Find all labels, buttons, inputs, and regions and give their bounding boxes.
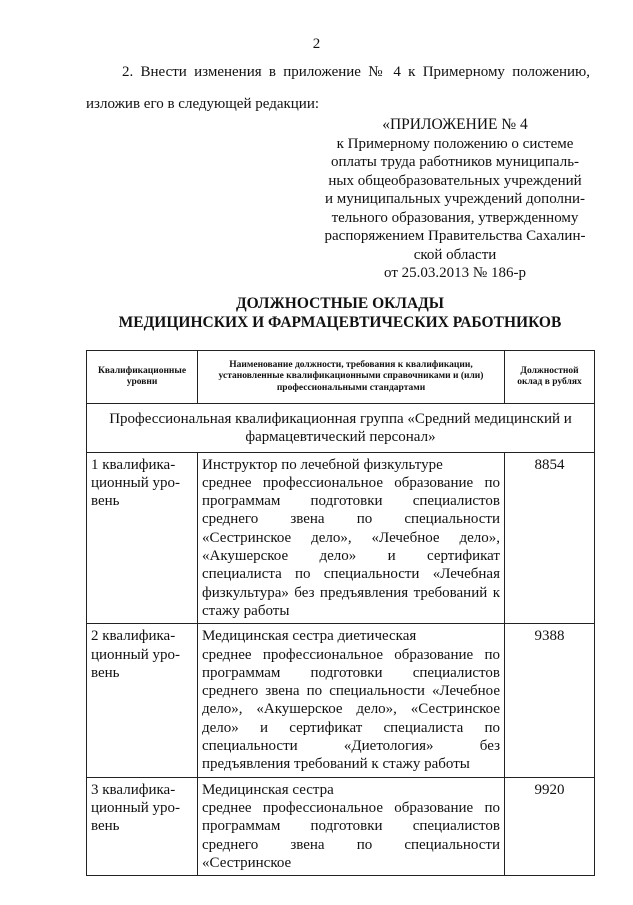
level-cell [87, 452, 198, 624]
header-position: Наименование должности, требования к квалификации, установленные квалификационными справочниками и (или) профессиональными стандартами [198, 351, 505, 404]
header-level: Квалификационные уровни [87, 351, 198, 404]
salary-table [86, 350, 595, 876]
position-requirements: среднее профессиональное образование по программам подготовки специалистов среднего звена по специальности «Лечебное дело», «Акушерское дело», «Сестринское дело» и сертификат специалиста по специальности «Диетология» без предъявления требований к стажу работы [202, 646, 500, 773]
level-line: ционный уро- [91, 646, 180, 663]
appendix-line: ской области [413, 246, 497, 263]
appendix-line: и муниципальных учреждений дополни- [324, 191, 586, 207]
appendix-line: от 25.03.2013 № 186-р [384, 265, 526, 281]
table-row [87, 452, 595, 624]
group-title: Профессиональная квалификационная группа «Средний медицинский и фармацевтический персонал» [87, 404, 595, 453]
salary-cell: 9388 [505, 624, 595, 777]
appendix-line: к Примерному положению о системе [336, 135, 574, 152]
table-row [87, 624, 595, 777]
title-line-1: ДОЛЖНОСТНЫЕ ОКЛАДЫ [235, 295, 445, 312]
level-line: вень [91, 818, 120, 835]
position-requirements: среднее профессиональное образование по программам подготовки специалистов среднего звена по специальности «Сестринское [202, 799, 500, 871]
document-title [86, 294, 594, 332]
appendix-block [318, 116, 592, 283]
group-row [87, 404, 595, 453]
table-row [87, 777, 595, 875]
level-cell [87, 777, 198, 875]
salary-cell: 9920 [505, 777, 595, 875]
appendix-line: оплаты труда работников муниципаль- [330, 154, 580, 170]
level-line: 1 квалифика- [91, 456, 176, 473]
table-header-row [87, 351, 595, 404]
salary-cell: 8854 [505, 452, 595, 624]
position-cell [198, 452, 505, 624]
appendix-heading: «ПРИЛОЖЕНИЕ № 4 [382, 116, 528, 133]
level-cell [87, 624, 198, 777]
level-line: вень [91, 664, 120, 681]
appendix-line: ных общеобразовательных учреждений [328, 172, 582, 189]
intro-paragraph: 2. Внести изменения в приложение № 4 к Примерному положению, изложив его в следующей редакции: [86, 64, 590, 112]
position-name: Медицинская сестра диетическая [202, 628, 417, 645]
appendix-line: распоряжением Правительства Сахалин- [324, 228, 586, 244]
position-requirements: среднее профессиональное образование по программам подготовки специалистов среднего звена по специальности «Сестринское дело», «Лечебное дело», «Акушерское дело» и сертификат специалиста по специальности «Лечебная физкультура» без предъявления требований к стажу работы [202, 474, 500, 619]
appendix-line: тельного образования, утвержденному [331, 209, 579, 226]
position-name: Медицинская сестра [202, 781, 334, 798]
level-line: 3 квалифика- [91, 781, 176, 798]
level-line: 2 квалифика- [91, 628, 176, 645]
level-line: вень [91, 493, 120, 510]
position-name: Инструктор по лечебной физкультуре [202, 456, 443, 473]
level-line: ционный уро- [91, 474, 180, 491]
position-cell [198, 777, 505, 875]
page-number: 2 [312, 36, 321, 52]
title-line-2: МЕДИЦИНСКИХ И ФАРМАЦЕВТИЧЕСКИХ РАБОТНИКОВ [118, 314, 562, 331]
level-line: ционный уро- [91, 799, 180, 816]
position-cell [198, 624, 505, 777]
header-salary: Должностной оклад в рублях [505, 351, 595, 404]
